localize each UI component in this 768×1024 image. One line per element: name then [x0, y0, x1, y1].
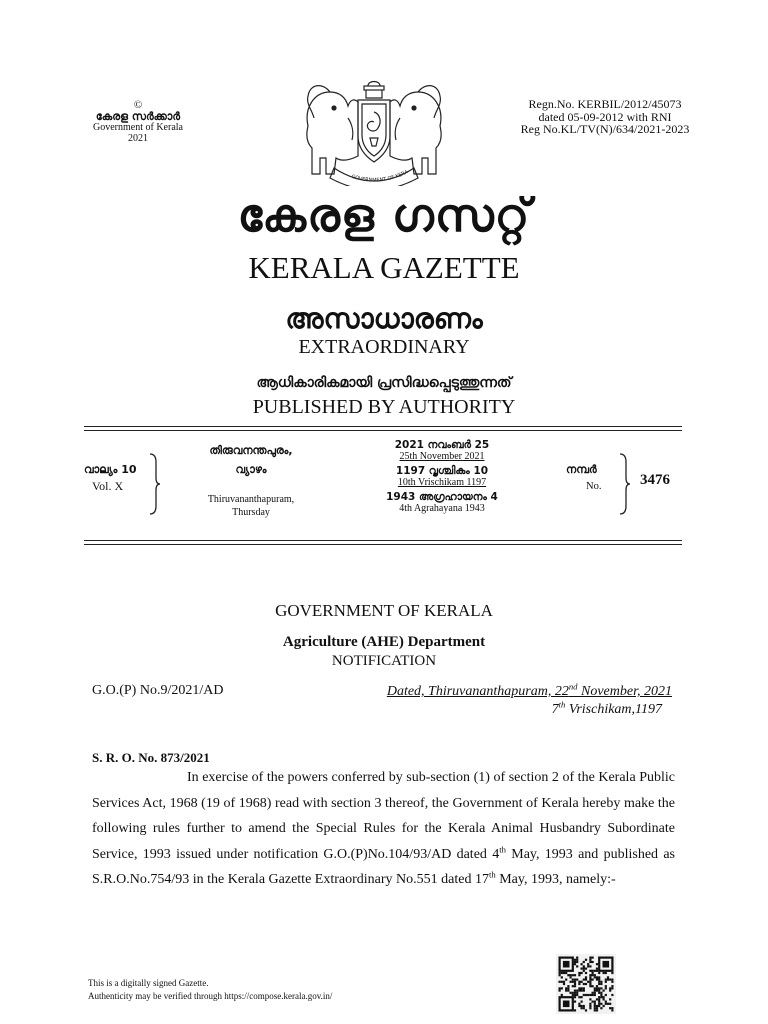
volume-ml: വാല്യം 10 — [84, 463, 137, 476]
place-en-line-1: Thiruvananthapuram, — [207, 494, 295, 505]
dated-line-1: Dated, Thiruvananthapuram, 22nd November, 2021 — [386, 681, 672, 699]
brace-icon — [618, 452, 632, 516]
dated-block — [340, 683, 672, 719]
footer-line-2: Authenticity may be verified through https://compose.kerala.gov.in/ — [88, 991, 333, 1001]
gazette-number: 3476 — [640, 472, 670, 488]
go-number: G.O.(P) No.9/2021/AD — [92, 683, 224, 698]
gazette-title-en: KERALA GAZETTE — [248, 250, 520, 285]
divider-top — [84, 426, 682, 427]
date-column — [362, 440, 522, 518]
place-en-line-2: Thursday — [232, 507, 270, 518]
dated-line-2: 7th Vrischikam,1197 — [551, 699, 662, 717]
notification-paragraph: In exercise of the powers conferred by sub-section (1) of section 2 of the Kerala Public Services Act, 1968 (19 of 1968) read with section 3 thereof, the Government of Kerala hereby make the following rules further to amend the Special Rules for the Kerala Animal Husbandry Subordinate Service, 1993 issued under notification G.O.(P)No.104/93/AD dated 4th May, 1993 and published as S.R.O.No.754/93 in the Kerala Gazette Extraordinary No.551 dated 17th May, 1993, namely:- — [92, 770, 675, 887]
registration-line-3: Reg No.KL/TV(N)/634/2021-2023 — [520, 122, 690, 136]
authority-ml: ആധികാരികമായി പ്രസിദ്ധപ്പെടുത്തുന്നത് — [256, 375, 512, 391]
notification-heading: NOTIFICATION — [331, 653, 437, 669]
registration-block — [500, 98, 710, 136]
number-label-en: No. — [586, 481, 602, 492]
date-malayalam-era-en: 10th Vrischikam 1197 — [397, 477, 487, 488]
footer-line-1: This is a digitally signed Gazette. — [88, 978, 209, 988]
date-gregorian-ml: 2021 നവംബർ 25 — [394, 439, 490, 451]
emblem-ribbon-text: GOVERNMENT OF KERA — [350, 169, 410, 184]
footer-note — [88, 977, 332, 1003]
date-gregorian-en: 25th November 2021 — [399, 451, 485, 462]
date-malayalam-era-ml: 1197 വൃശ്ചികം 10 — [395, 465, 489, 477]
copyright-mark: © — [133, 99, 143, 111]
gazette-type-ml: അസാധാരണം — [285, 302, 483, 335]
date-saka-ml: 1943 അഗ്രഹായനം 4 — [386, 491, 498, 503]
gazette-type-en: EXTRAORDINARY — [298, 336, 470, 358]
publisher-name-en: Government of Kerala — [93, 122, 183, 133]
divider-top-2 — [84, 430, 682, 431]
authority-en: PUBLISHED BY AUTHORITY — [252, 396, 516, 418]
date-saka-en: 4th Agrahayana 1943 — [399, 503, 485, 514]
registration-line-2: dated 05-09-2012 with RNI — [538, 109, 672, 124]
qr-code-icon — [556, 954, 616, 1014]
publisher-name-ml: കേരള സർക്കാർ — [95, 110, 181, 123]
volume-en: Vol. X — [92, 479, 124, 493]
registration-line-1: Regn.No. KERBIL/2012/45073 — [528, 97, 682, 111]
number-label-ml: നമ്പർ — [566, 463, 597, 476]
department-heading: Agriculture (AHE) Department — [282, 634, 486, 650]
copyright-year: 2021 — [128, 133, 148, 144]
government-heading: GOVERNMENT OF KERALA — [275, 601, 493, 620]
place-ml — [196, 441, 306, 479]
sro-number: S. R. O. No. 873/2021 — [92, 750, 210, 765]
publisher-block — [78, 100, 198, 144]
kerala-state-emblem-icon — [300, 78, 448, 186]
place-en — [186, 493, 316, 519]
place-ml-line-2: വ്യാഴം — [235, 463, 267, 476]
brace-icon — [148, 452, 162, 516]
gazette-title-ml: കേരള ഗസറ്റ് — [237, 188, 531, 242]
divider-bottom-2 — [84, 544, 682, 545]
divider-bottom — [84, 540, 682, 541]
place-ml-line-1: തിരുവനന്തപുരം, — [209, 444, 293, 457]
